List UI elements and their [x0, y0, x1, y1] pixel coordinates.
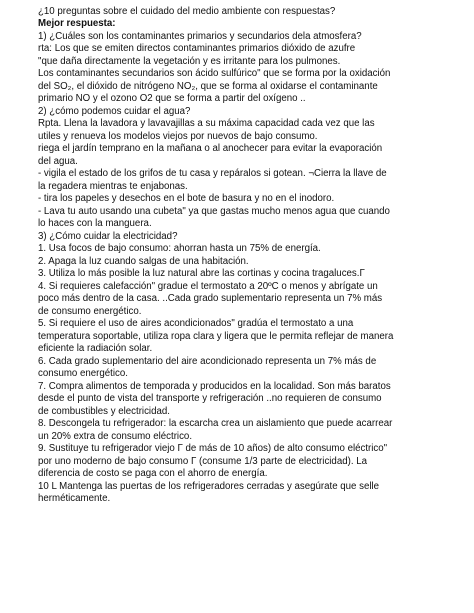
- text-line: poco más dentro de la casa. ..Cada grado suplementario representa un 7% más: [38, 293, 383, 304]
- text-line: - Lava tu auto usando una cubeta" ya que gastas mucho menos agua que cuando: [38, 206, 390, 217]
- text-line: eficiente la radiación solar.: [38, 343, 153, 354]
- section-heading: 3) ¿Cómo cuidar la electricidad?: [38, 231, 178, 242]
- text-line: consumo energético.: [38, 368, 128, 379]
- text-line: Los contaminantes secundarios son ácido sulfúrico" que se forma por la oxidación: [38, 68, 391, 79]
- text-line: diferencia de costo se paga con el ahorro de energía.: [38, 468, 268, 479]
- text-line: herméticamente.: [38, 493, 111, 504]
- text-line: un 20% extra de consumo eléctrico.: [38, 431, 193, 442]
- text-line: por uno moderno de bajo consumo Γ (consume 1/3 parte de electricidad). La: [38, 456, 367, 467]
- text-line: lo haces con la manguera.: [38, 218, 152, 229]
- text-line: 9. Sustituye tu refrigerador viejo Γ de más de 10 años) de alto consumo eléctrico": [38, 443, 388, 454]
- section-heading: 2) ¿cómo podemos cuidar el agua?: [38, 106, 191, 117]
- text-line: del SO₂, el dióxido de nitrógeno NO₂, que se forma al oxidarse el contaminante: [38, 81, 378, 92]
- text-line: 1. Usa focos de bajo consumo: ahorran hasta un 75% de energía.: [38, 243, 321, 254]
- text-line: temperatura soportable, utiliza ropa clara y ligera que le permita reflejar de manera: [38, 331, 394, 342]
- text-line: del agua.: [38, 156, 78, 167]
- text-line: utiles y renueva los modelos viejos por nuevos de bajo consumo.: [38, 131, 318, 142]
- text-line: 7. Compra alimentos de temporada y producidos en la localidad. Son más baratos: [38, 381, 391, 392]
- text-line: 10 L Mantenga las puertas de los refrigeradores cerradas y asegúrate que selle: [38, 481, 380, 492]
- text-line: 4. Si requieres calefacción" gradue el termostato a 20ºC o menos y abrígate un: [38, 281, 378, 292]
- text-line: 2. Apaga la luz cuando salgas de una habitación.: [38, 256, 249, 267]
- text-line: rta: Los que se emiten directos contaminantes primarios dióxido de azufre: [38, 43, 356, 54]
- text-line: de combustibles y electricidad.: [38, 406, 170, 417]
- text-line: riega el jardín temprano en la mañana o al anochecer para evitar la evaporación: [38, 143, 383, 154]
- text-line: 8. Descongela tu refrigerador: la escarcha crea un aislamiento que puede acarrear: [38, 418, 393, 429]
- text-line: 6. Cada grado suplementario del aire acondicionado representa un 7% más de: [38, 356, 377, 367]
- text-line: de consumo energético.: [38, 306, 142, 317]
- text-line: primario NO y el ozono O2 que se forma a partir del oxígeno ..: [38, 93, 306, 104]
- text-line: Rpta. Llena la lavadora y lavavajillas a su máxima capacidad cada vez que las: [38, 118, 375, 129]
- text-line: - tira los papeles y desechos en el bote de basura y no en el inodoro.: [38, 193, 335, 204]
- best-answer-heading: Mejor respuesta:: [38, 18, 116, 29]
- text-line: 5. Si requiere el uso de aires acondicionados" gradúa el termostato a una: [38, 318, 354, 329]
- document-title: ¿10 preguntas sobre el cuidado del medio ambiente con respuestas?: [38, 6, 336, 17]
- text-line: 1) ¿Cuáles son los contaminantes primarios y secundarios dela atmosfera?: [38, 31, 362, 42]
- text-line: la regadera mientras te enjabonas.: [38, 181, 188, 192]
- text-line: "que daña directamente la vegetación y es irritante para los pulmones.: [38, 56, 341, 67]
- text-line: - vigila el estado de los grifos de tu casa y repáralos si gotean. ¬Cierra la llave de: [38, 168, 387, 179]
- text-line: 3. Utiliza lo más posible la luz natural abre las cortinas y cocina tragaluces.Γ: [38, 268, 365, 279]
- text-line: desde el punto de vista del transporte y refrigeración ..no requieren de consumo: [38, 393, 382, 404]
